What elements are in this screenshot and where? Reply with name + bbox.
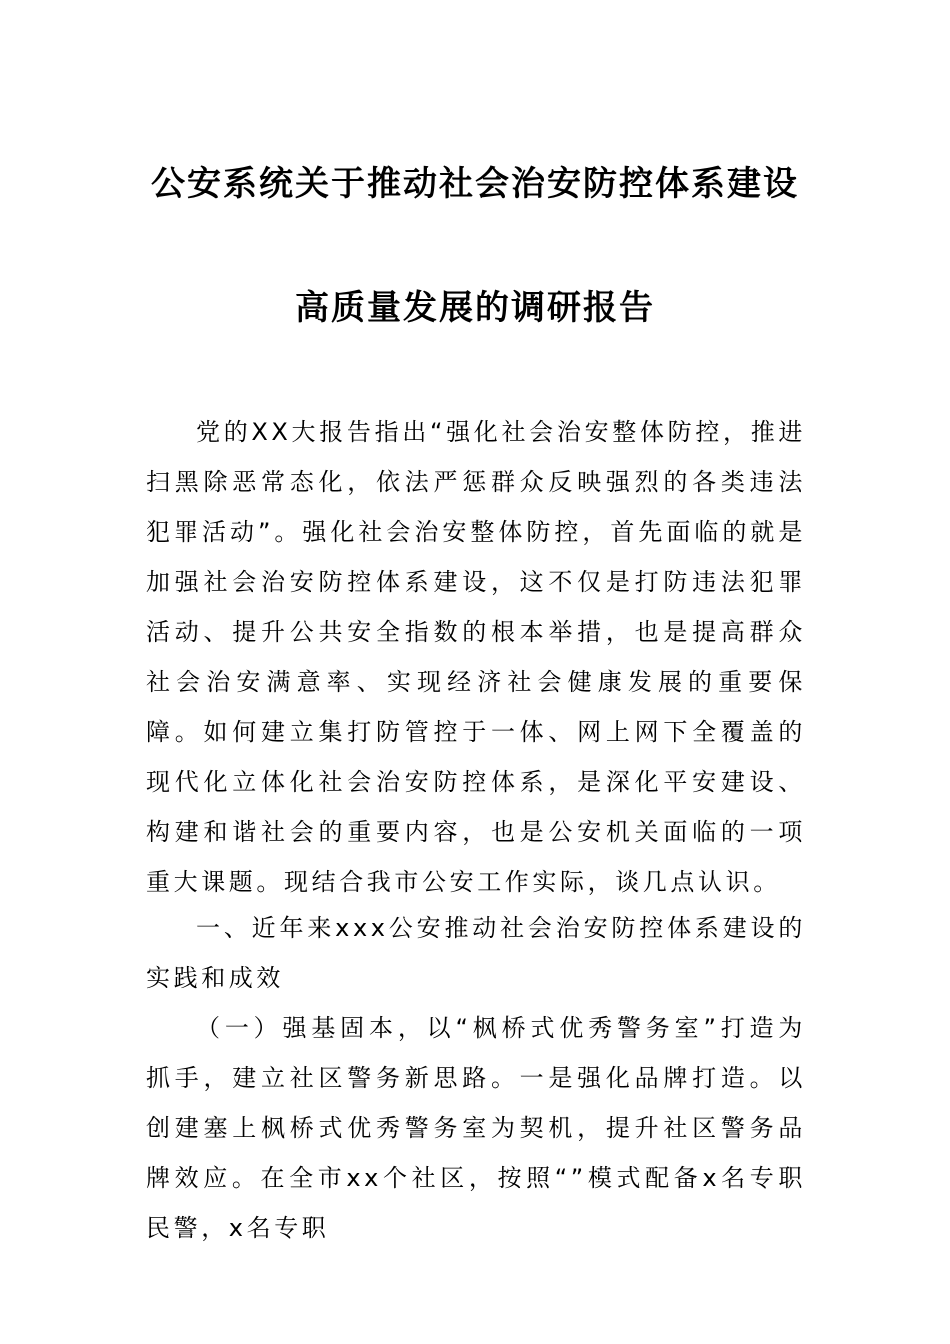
document-title-line-1: 公安系统关于推动社会治安防控体系建设 (151, 164, 799, 204)
body-paragraph-subsection-1: （一）强基固本，以“枫桥式优秀警务室”打造为抓手，建立社区警务新思路。一是强化品牌打造。以创建塞上枫桥式优秀警务室为契机，提升社区警务品牌效应。在全市xx个社区，按照“”模式配备x名专职民警，x名专职 (146, 1014, 806, 1242)
document-title-line-2: 高质量发展的调研报告 (295, 288, 655, 328)
section-heading-1: 一、近年来xxx公安推动社会治安防控体系建设的实践和成效 (146, 914, 806, 992)
body-paragraph-intro: 党的XX大报告指出“强化社会治安整体防控，推进扫黑除恶常态化，依法严惩群众反映强烈的各类违法犯罪活动”。强化社会治安整体防控，首先面临的就是加强社会治安防控体系建设，这不仅是打防违法犯罪活动、提升公共安全指数的根本举措，也是提高群众社会治安满意率、实现经济社会健康发展的重要保障。如何建立集打防管控于一体、网上网下全覆盖的现代化立体化社会治安防控体系，是深化平安建设、构建和谐社会的重要内容，也是公安机关面临的一项重大课题。现结合我市公安工作实际，谈几点认识。 (146, 418, 806, 896)
